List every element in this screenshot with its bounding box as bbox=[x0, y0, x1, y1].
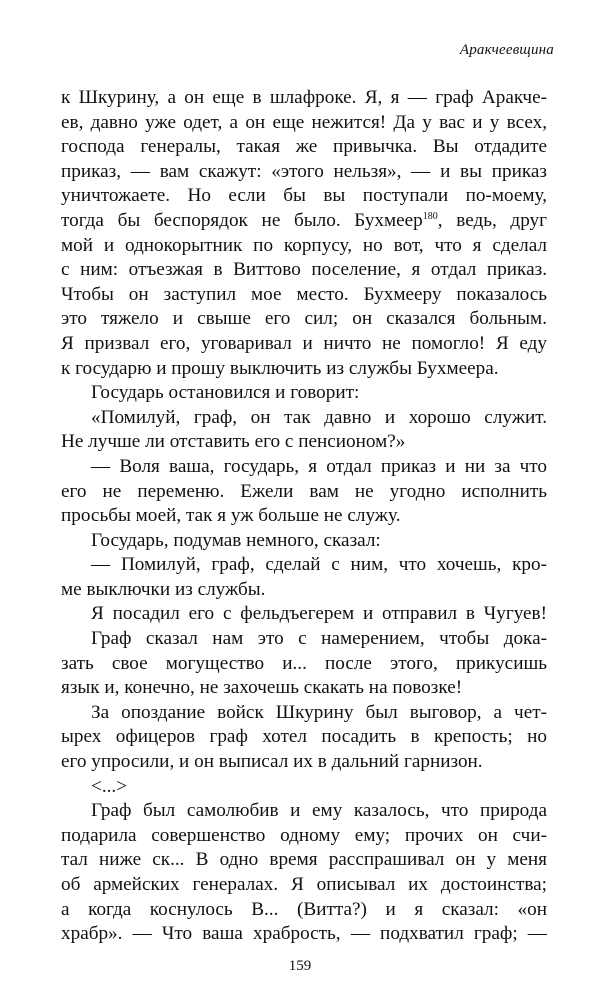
running-head: Аракчеевщина bbox=[459, 42, 554, 58]
body-text bbox=[61, 86, 547, 947]
text-line: с ним: отъезжая в Виттово поселение, я отдал приказ. bbox=[61, 259, 547, 281]
page-number: 159 bbox=[288, 958, 312, 974]
text-line: об армейских генералах. Я описывал их достоинства; bbox=[61, 874, 547, 895]
text-line: ырех офицеров граф хотел посадить в крепость; но bbox=[61, 726, 547, 748]
text-line bbox=[61, 209, 547, 234]
text-line: — Воля ваша, государь, я отдал приказ и ни за что bbox=[91, 455, 547, 477]
text-line: Граф был самолюбив и ему казалось, что природа bbox=[91, 800, 547, 822]
text-line: к Шкурину, а он еще в шлафроке. Я, я — граф Аракче- bbox=[61, 87, 547, 108]
text-line: <...> bbox=[91, 775, 128, 797]
footnote-marker: 180 bbox=[422, 210, 438, 222]
text-line: тал ниже ск... В одно время расспрашивал он у меня bbox=[61, 849, 547, 871]
text-line: ев, давно уже одет, а он еще нежится! Да у вас и у всех, bbox=[61, 111, 547, 133]
text-line: мой и однокорытник по корпусу, но вот, что я сделал bbox=[61, 234, 547, 256]
text-line: к государю и прошу выключить из службы Бухмеера. bbox=[61, 357, 499, 379]
text-line: его не переменю. Ежели вам не угодно исполнить bbox=[61, 480, 547, 502]
text-line: Граф сказал нам это с намерением, чтобы дока- bbox=[91, 628, 547, 650]
text-line: просьбы моей, так я уж больше не служу. bbox=[61, 505, 401, 527]
text-line: — Помилуй, граф, сделай с ним, что хочешь, кро- bbox=[91, 554, 547, 576]
text-line: Государь остановился и говорит: bbox=[91, 382, 360, 404]
text-line: зать свое могущество и... после этого, прикусишь bbox=[61, 652, 547, 674]
text-line: подарила совершенство одному ему; прочих он счи- bbox=[61, 824, 547, 846]
text-line: а когда коснулось В... (Витта?) и я сказал: «он bbox=[61, 898, 547, 920]
text-fragment: , ведь, друг bbox=[437, 209, 547, 231]
text-line: ме выключки из службы. bbox=[61, 578, 266, 600]
text-line: «Помилуй, граф, он так давно и хорошо служит. bbox=[91, 406, 547, 428]
text-fragment: тогда бы беспорядок не было. Бухмеер bbox=[61, 209, 423, 231]
text-line: приказ, — вам скажут: «этого нельзя», — и вы приказ bbox=[61, 160, 547, 182]
text-line: язык и, конечно, не захочешь скакать на повозке! bbox=[61, 677, 463, 699]
text-line: Я призвал его, уговаривал и ничто не помогло! Я еду bbox=[61, 332, 547, 354]
text-line: Государь, подумав немного, сказал: bbox=[91, 529, 381, 551]
text-line: господа генералы, такая же привычка. Вы отдадите bbox=[61, 136, 547, 158]
text-line: Чтобы он заступил мое место. Бухмееру показалось bbox=[61, 283, 547, 305]
text-line: уничтожаете. Но если бы вы поступали по-моему, bbox=[61, 185, 547, 207]
text-line: Не лучше ли отставить его с пенсионом?» bbox=[61, 431, 406, 453]
text-line: его упросили, и он выписал их в дальний гарнизон. bbox=[61, 751, 483, 773]
text-line: храбр». — Что ваша храбрость, — подхватил граф; — bbox=[61, 923, 547, 945]
text-line: За опоздание войск Шкурину был выговор, а чет- bbox=[91, 701, 547, 723]
text-line: это тяжело и свыше его сил; он сказался больным. bbox=[61, 308, 547, 330]
text-line: Я посадил его с фельдъегерем и отправил в Чугуев! bbox=[91, 603, 547, 625]
